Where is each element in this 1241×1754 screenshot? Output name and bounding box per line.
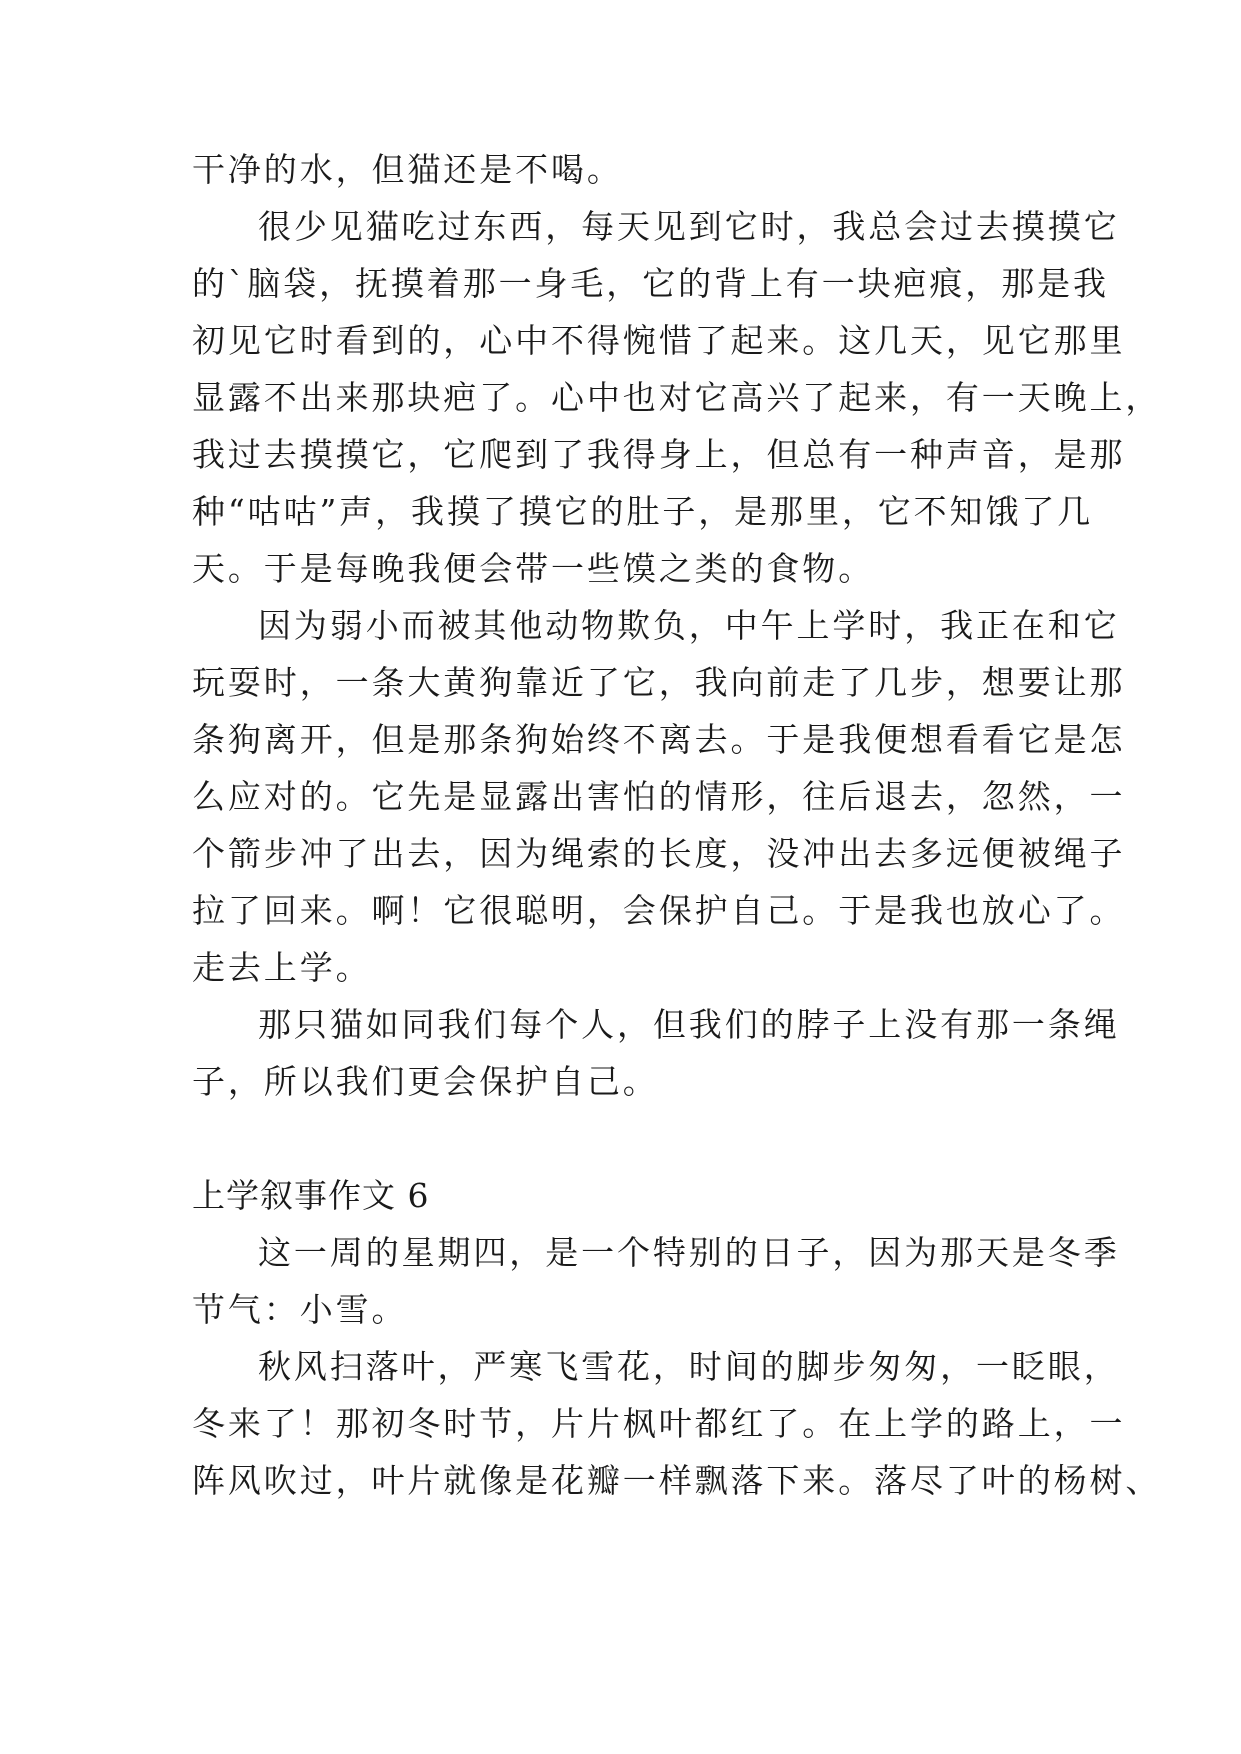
text-line: 走去上学。 [192,948,372,987]
text-line: 条狗离开，但是那条狗始终不离去。于是我便想看看它是怎 [192,720,1126,759]
paragraph-first-line: 这一周的星期四，是一个特别的日子，因为那天是冬季 [258,1233,1120,1272]
paragraph-first-line: 因为弱小而被其他动物欺负，中午上学时，我正在和它 [258,606,1120,645]
paragraph-first-line: 那只猫如同我们每个人，但我们的脖子上没有那一条绳 [258,1005,1120,1044]
paragraph-first-line: 秋风扫落叶，严寒飞雪花，时间的脚步匆匆，一眨眼， [258,1347,1120,1386]
text-line: 种“咕咕”声，我摸了摸它的肚子，是那里，它不知饿了几 [192,492,1094,531]
paragraph-first-line: 很少见猫吃过东西，每天见到它时，我总会过去摸摸它 [258,207,1120,246]
text-line: 冬来了！那初冬时节，片片枫叶都红了。在上学的路上，一 [192,1404,1126,1443]
text-line: 初见它时看到的，心中不得惋惜了起来。这几天，见它那里 [192,321,1126,360]
text-line: 显露不出来那块疤了。心中也对它高兴了起来，有一天晚上， [192,378,1162,417]
text-line: 我过去摸摸它，它爬到了我得身上，但总有一种声音，是那 [192,435,1126,474]
text-line: 天。于是每晚我便会带一些馍之类的食物。 [192,549,875,588]
text-line: 节气：小雪。 [192,1290,408,1329]
text-line: 个箭步冲了出去，因为绳索的长度，没冲出去多远便被绳子 [192,834,1126,873]
text-line: 玩耍时，一条大黄狗靠近了它，我向前走了几步，想要让那 [192,663,1126,702]
text-line: 阵风吹过，叶片就像是花瓣一样飘落下来。落尽了叶的杨树、 [192,1461,1162,1500]
section-heading: 上学叙事作文 6 [192,1176,430,1215]
text-line: 拉了回来。啊！它很聪明，会保护自己。于是我也放心了。 [192,891,1126,930]
text-line: 的`脑袋，抚摸着那一身毛，它的背上有一块疤痕，那是我 [192,264,1109,303]
text-line: 么应对的。它先是显露出害怕的情形，往后退去，忽然，一 [192,777,1126,816]
text-line: 干净的水，但猫还是不喝。 [192,150,623,189]
text-line: 子，所以我们更会保护自己。 [192,1062,659,1101]
